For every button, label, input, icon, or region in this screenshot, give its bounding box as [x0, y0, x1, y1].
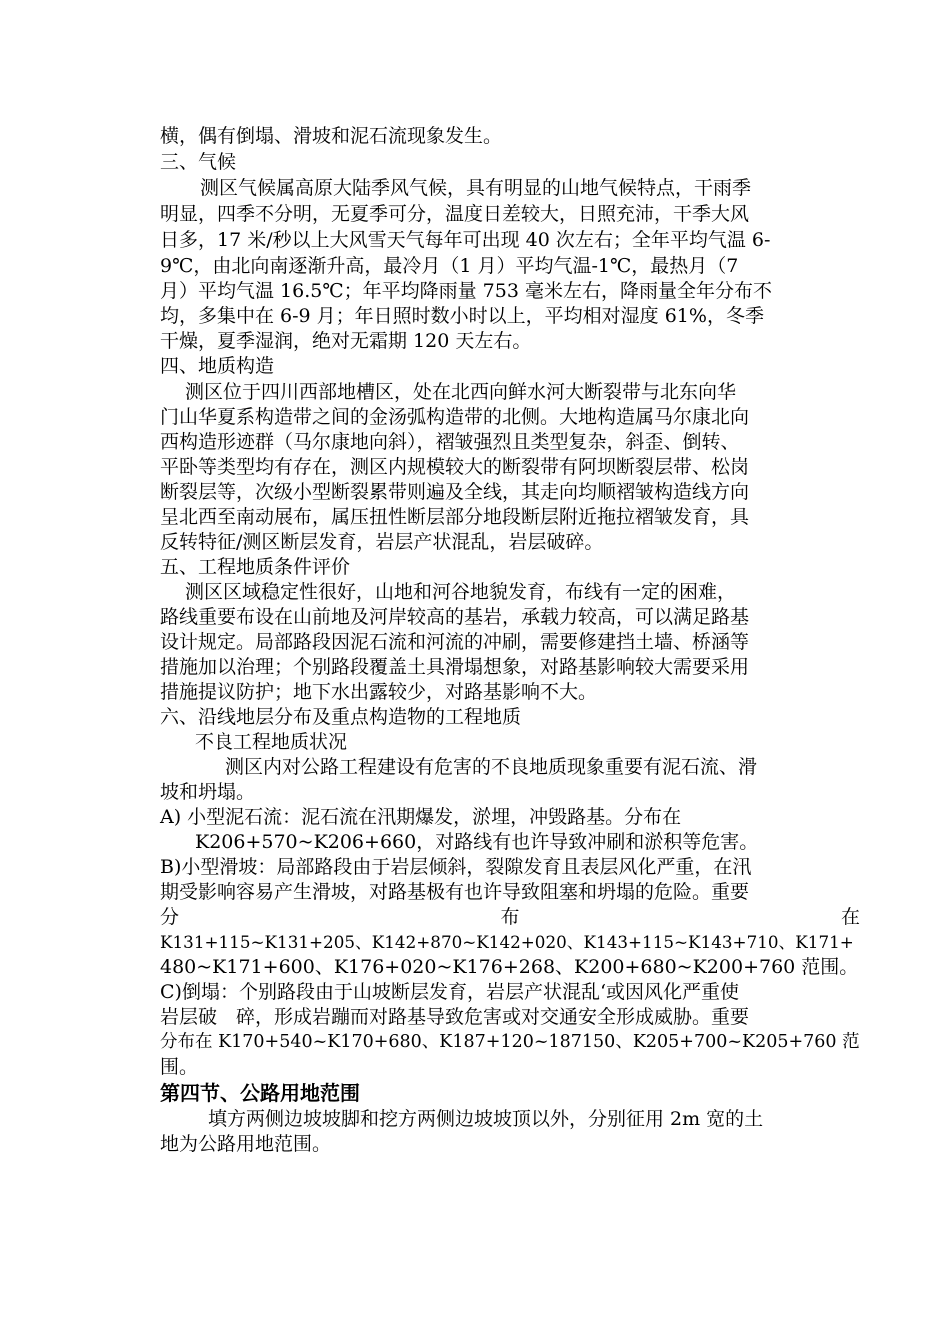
text-line: 措施提议防护；地下水出露较少，对路基影响不大。 — [160, 681, 598, 703]
heading-climate: 三、气候 — [160, 151, 237, 173]
text-line: 呈北西至南动展布，属压扭性断层部分地段断层附近拖拉褶皱发育，具 — [160, 506, 750, 528]
subheading-adverse-geology: 不良工程地质状况 — [195, 731, 348, 753]
section-title-land-use: 第四节、公路用地范围 — [160, 1081, 360, 1105]
text-line: 干燥，夏季湿润，绝对无霜期 120 天左右。 — [160, 330, 532, 352]
text-line: B)小型滑坡：局部路段由于岩层倾斜，裂隙发育且表层风化严重，在汛 — [160, 856, 752, 878]
heading-engineering-evaluation: 五、工程地质条件评价 — [160, 556, 351, 578]
text-line: 坡和坍塌。 — [160, 781, 256, 803]
text-line: 测区位于四川西部地槽区，处在北西向鲜水河大断裂带与北东向华 — [185, 381, 737, 403]
text-line: 分布在 K170+540~K170+680、K187+120~187150、K205+700~K205+760 范 — [160, 1032, 860, 1052]
text-line: 围。 — [160, 1056, 199, 1078]
text-line: 测区气候属高原大陆季风气候，具有明显的山地气候特点，干雨季 — [200, 177, 752, 199]
text-line: 期受影响容易产生滑坡，对路基极有也许导致阻塞和坍塌的危险。重要 — [160, 881, 750, 903]
text-line: 门山华夏系构造带之间的金汤弧构造带的北侧。大地构造属马尔康北向 — [160, 406, 750, 428]
text-line: K131+115~K131+205、K142+870~K142+020、K143+115~K143+710、K171+ — [160, 932, 854, 952]
text-line: 措施加以治理；个别路段覆盖土具滑塌想象，对路基影响较大需要采用 — [160, 656, 750, 678]
heading-geology: 四、地质构造 — [160, 355, 275, 377]
spread-word: 在 — [840, 906, 860, 928]
text-line: 西构造形迹群（马尔康地向斜），褶皱强烈且类型复杂，斜歪、倒转、 — [160, 431, 740, 453]
text-line: C)倒塌：个别路段由于山坡断层发育，岩层产状混乱‘或因风化严重使 — [160, 981, 739, 1003]
text-line: 地为公路用地范围。 — [160, 1133, 332, 1155]
heading-strata: 六、沿线地层分布及重点构造物的工程地质 — [160, 706, 522, 728]
text-line: 日多，17 米/秒以上大风雪天气每年可出现 40 次左右；全年平均气温 6- — [160, 229, 771, 251]
text-line: 测区内对公路工程建设有危害的不良地质现象重要有泥石流、滑 — [225, 756, 758, 778]
text-line: 平卧等类型均有存在，测区内规模较大的断裂带有阿坝断裂层带、松岗 — [160, 456, 750, 478]
text-line: 均，多集中在 6-9 月；年日照时数小时以上，平均相对湿度 61%，冬季 — [160, 305, 764, 327]
text-line: 设计规定。局部路段因泥石流和河流的冲刷，需要修建挡土墙、桥涵等 — [160, 631, 750, 653]
text-line: 测区区域稳定性很好，山地和河谷地貌发育，布线有一定的困难， — [185, 581, 737, 603]
text-line: 路线重要布设在山前地及河岸较高的基岩，承载力较高，可以满足路基 — [160, 606, 750, 628]
spread-word: 布 — [500, 906, 520, 928]
text-line: 横，偶有倒塌、滑坡和泥石流现象发生。 — [160, 125, 503, 147]
text-line: 9℃，由北向南逐渐升高，最冷月（1 月）平均气温-1℃，最热月（7 — [160, 255, 739, 277]
spread-word: 分 — [160, 906, 180, 928]
text-line: 反转特征/测区断层发育，岩层产状混乱，岩层破碎。 — [160, 531, 604, 553]
text-line: 岩层破 碎，形成岩蹦而对路基导致危害或对交通安全形成威胁。重要 — [160, 1006, 750, 1028]
text-line: 断裂层等，次级小型断裂累带则遍及全线，其走向均顺褶皱构造线方向 — [160, 481, 750, 503]
text-line: 月）平均气温 16.5℃；年平均降雨量 753 毫米左右，降雨量全年分布不 — [160, 280, 772, 302]
text-line: A) 小型泥石流：泥石流在汛期爆发，淤埋，冲毁路基。分布在 — [160, 806, 682, 828]
spread-line — [160, 905, 860, 929]
text-line: 填方两侧边坡坡脚和挖方两侧边坡坡顶以外，分别征用 2m 宽的土 — [208, 1108, 764, 1130]
text-line: 明显，四季不分明，无夏季可分，温度日差较大，日照充沛，干季大风 — [160, 203, 750, 225]
text-line: 480~K171+600、K176+020~K176+268、K200+680~K200+760 范围。 — [160, 956, 859, 978]
text-line: K206+570~K206+660，对路线有也许导致冲刷和淤积等危害。 — [195, 831, 759, 853]
